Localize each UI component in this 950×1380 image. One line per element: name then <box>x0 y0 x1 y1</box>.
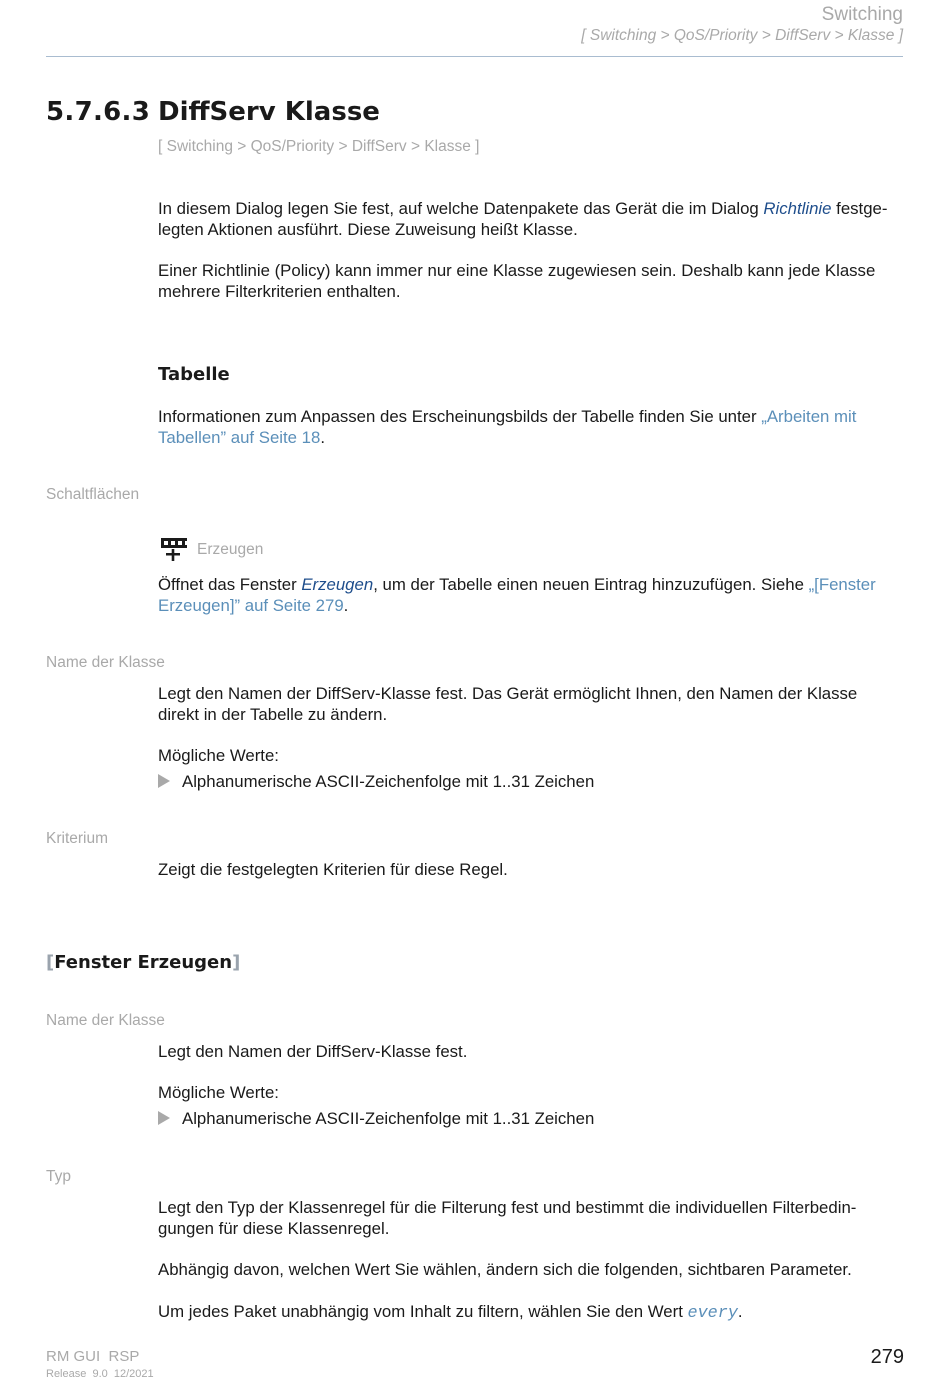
type-text: Legt den Typ der Klassenregel für die Filterung fest und bestimmt die individuellen Filterbedin- <box>158 1198 857 1217</box>
type-description <box>158 1197 906 1239</box>
table-link[interactable]: „Arbeiten mit <box>761 407 857 426</box>
create-window-link[interactable]: „[Fenster <box>808 575 876 594</box>
table-paragraph <box>158 406 906 448</box>
bullet-text: Alphanumerische ASCII-Zeichenfolge mit 1..31 Zeichen <box>182 772 595 791</box>
type-label: Typ <box>46 1168 71 1185</box>
table-text: Informationen zum Anpassen des Erscheinungsbilds der Tabelle finden Sie unter <box>158 407 762 426</box>
intro-text: festge- <box>831 199 888 218</box>
type-paragraph-2: Abhängig davon, welchen Wert Sie wählen, ändern sich die folgenden, sichtbaren Parameter. <box>158 1260 852 1279</box>
erzeugen-gui-term: Erzeugen <box>301 575 374 594</box>
running-header-title: Switching <box>821 4 903 25</box>
bullet-triangle-icon <box>158 774 170 788</box>
intro-text: mehrere Filterkriterien enthalten. <box>158 282 401 301</box>
list-item <box>158 1108 594 1129</box>
intro-text: legten Aktionen ausführt. Diese Zuweisung heißt Klasse. <box>158 220 578 239</box>
table-text: . <box>320 428 326 447</box>
section-breadcrumb: [ Switching > QoS/Priority > DiffServ > Klasse ] <box>158 138 480 155</box>
class-name-label: Name der Klasse <box>46 654 165 671</box>
class-name-text: direkt in der Tabelle zu ändern. <box>158 705 388 724</box>
desc-text: . <box>343 596 349 615</box>
create-window-link[interactable]: Erzeugen]” auf Seite 279 <box>158 596 344 615</box>
bracket-close: ] <box>232 952 241 973</box>
footer-document-name: RM GUI RSP <box>46 1348 140 1365</box>
desc-text: , um der Tabelle einen neuen Eintrag hinzuzufügen. Siehe <box>373 575 809 594</box>
class-name-text: Legt den Namen der DiffServ-Klasse fest. Das Gerät ermöglicht Ihnen, den Namen der Klasse <box>158 684 858 703</box>
bullet-triangle-icon <box>158 1111 170 1125</box>
create-button-label: Erzeugen <box>197 541 264 558</box>
every-value: every <box>687 1304 738 1323</box>
bullet-text: Alphanumerische ASCII-Zeichenfolge mit 1..31 Zeichen <box>182 1109 595 1128</box>
cw-possible-values-label: Mögliche Werte: <box>158 1083 279 1102</box>
intro-paragraph-1 <box>158 198 906 240</box>
type-paragraph-3 <box>158 1301 906 1324</box>
header-divider <box>46 56 903 57</box>
footer-release: Release 9.0 12/2021 <box>46 1368 154 1380</box>
intro-text: In diesem Dialog legen Sie fest, auf welche Datenpakete das Gerät die im Dialog <box>158 199 764 218</box>
type-text: . <box>737 1302 743 1321</box>
create-table-row-icon <box>160 536 188 562</box>
intro-text: Einer Richtlinie (Policy) kann immer nur eine Klasse zugewiesen sein. Deshalb kann jede Klasse <box>158 261 876 280</box>
table-heading: Tabelle <box>158 364 230 385</box>
create-button-description <box>158 574 906 616</box>
bracket-open: [ <box>46 952 55 973</box>
richtlinie-link[interactable]: Richtlinie <box>763 199 832 218</box>
possible-values-label: Mögliche Werte: <box>158 746 279 765</box>
cw-class-name-description: Legt den Namen der DiffServ-Klasse fest. <box>158 1042 468 1061</box>
cw-class-name-label: Name der Klasse <box>46 1012 165 1029</box>
class-name-description <box>158 683 906 725</box>
page-number: 279 <box>870 1346 904 1368</box>
running-header-breadcrumb: [ Switching > QoS/Priority > DiffServ > Klasse ] <box>581 27 903 44</box>
buttons-label: Schaltflächen <box>46 486 140 503</box>
create-window-heading <box>46 952 240 973</box>
type-text: Um jedes Paket unabhängig vom Inhalt zu filtern, wählen Sie den Wert <box>158 1302 688 1321</box>
create-window-heading-text: Fenster Erzeugen <box>54 952 233 973</box>
criterion-description: Zeigt die festgelegten Kriterien für diese Regel. <box>158 860 508 879</box>
list-item <box>158 771 594 792</box>
type-text: gungen für diese Klassenregel. <box>158 1219 390 1238</box>
section-title: DiffServ Klasse <box>158 97 380 127</box>
criterion-label: Kriterium <box>46 830 109 847</box>
intro-paragraph-2 <box>158 260 906 302</box>
table-link[interactable]: Tabellen” auf Seite 18 <box>158 428 321 447</box>
section-number: 5.7.6.3 <box>46 97 151 127</box>
desc-text: Öffnet das Fenster <box>158 575 302 594</box>
